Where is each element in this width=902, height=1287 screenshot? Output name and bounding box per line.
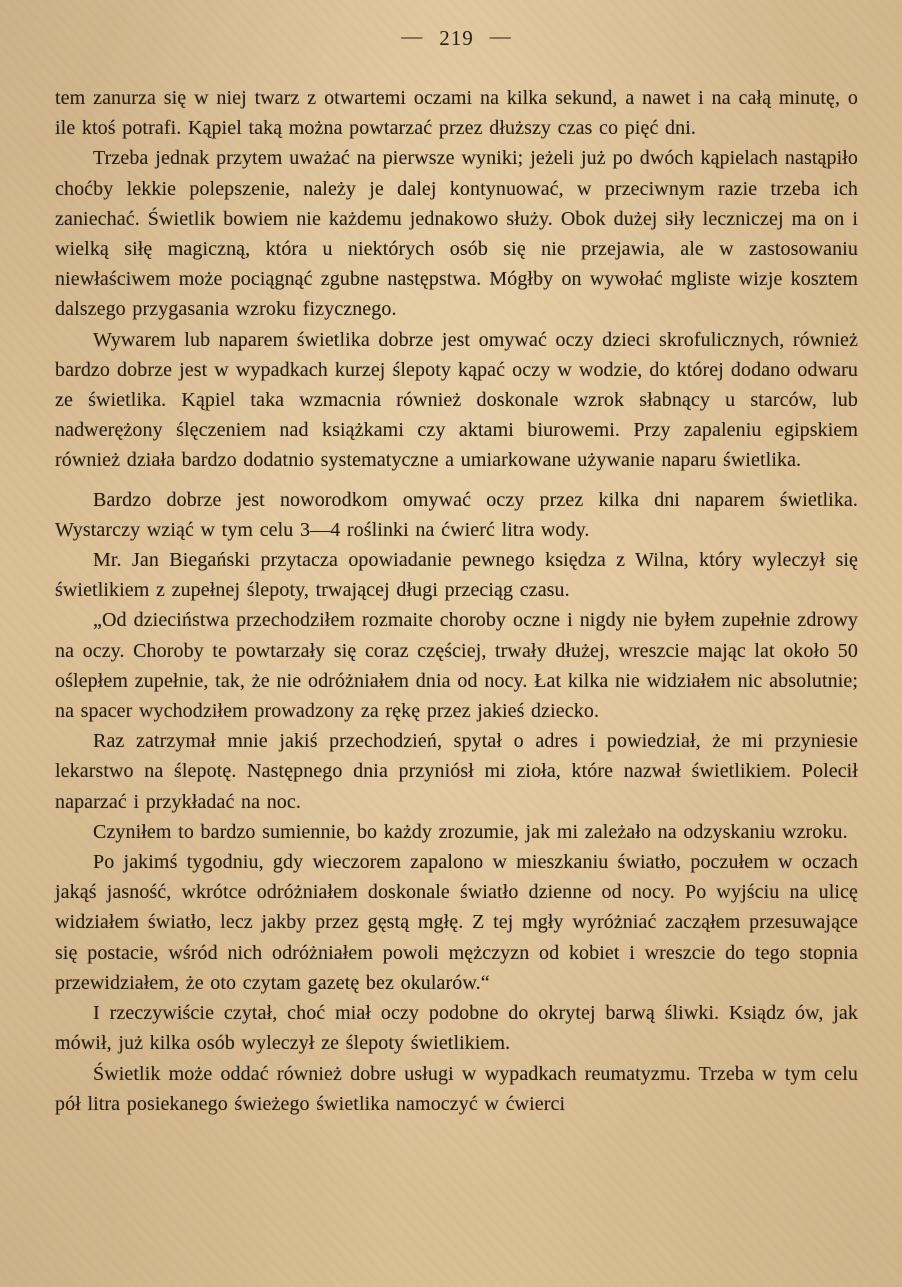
paragraph: Mr. Jan Biegański przytacza opowiadanie pewnego księdza z Wilna, który wyleczył się świetlikiem z zupełnej ślepoty, trwającej długi przeciąg czasu. <box>55 549 858 602</box>
page-body-text <box>55 83 858 1119</box>
paragraph-continuation: tem zanurza się w niej twarz z otwartemi oczami na kilka sekund, a nawet i na całą minutę, o ile ktoś potrafi. Kąpiel taką można powtarzać przez dłuższy czas co pięć dni. <box>55 87 858 140</box>
paragraph-quote: Po jakimś tygodniu, gdy wieczorem zapalono w mieszkaniu światło, poczułem w oczach jakąś jasność, wkrótce odróżniałem doskonale światło dzienne od nocy. Po wyjściu na ulicę widziałem światło, lecz jakby przez gęstą mgłę. Z tej mgły wyróżniać zacząłem przesuwające się postacie, wśród nich odróżniałem powoli mężczyzn od kobiet i wreszcie do tego stopnia przewidziałem, że oto czytam gazetę bez okularów.“ <box>55 851 858 994</box>
paragraph: I rzeczywiście czytał, choć miał oczy podobne do okrytej barwą śliwki. Ksiądz ów, jak mówił, już kilka osób wyleczył ze ślepoty świetlikiem. <box>55 1002 858 1055</box>
paragraph-quote: Czyniłem to bardzo sumiennie, bo każdy zrozumie, jak mi zależało na odzyskaniu wzroku. <box>93 820 848 843</box>
paragraph: Trzeba jednak przytem uważać na pierwsze wyniki; jeżeli już po dwóch kąpielach nastąpiło choćby lekkie polepszenie, należy je dalej kontynuować, w przeciwnym razie trzeba ich zaniechać. Świetlik bowiem nie każdemu jednakowo służy. Obok dużej siły leczniczej ma on i wielką siłę magiczną, która u niektórych osób się nie przejawia, ale w zastosowaniu niewłaściwem może pociągnąć zgubne następstwa. Mógłby on wywołać mgliste wizje kosztem dalszego przygasania wzroku fizycznego. <box>55 147 858 321</box>
paragraph-quote: „Od dzieciństwa przechodziłem rozmaite choroby oczne i nigdy nie byłem zupełnie zdrowy na oczy. Choroby te powtarzały się coraz częściej, trwały dłużej, wreszcie mając lat około 50 oślepłem zupełnie, tak, że nie odróżniałem dnia od nocy. Łat kilka nie widziałem nic absolutnie; na spacer wychodziłem prowadzony za rękę przez jakieś dziecko. <box>55 609 858 723</box>
paragraph: Świetlik może oddać również dobre usługi w wypadkach reumatyzmu. Trzeba w tym celu pół litra posiekanego świeżego świetlika namoczyć w ćwierci <box>55 1062 858 1115</box>
header-dash-left: — <box>401 24 424 48</box>
header-dash-right: — <box>489 24 512 48</box>
paragraph-quote: Raz zatrzymał mnie jakiś przechodzień, spytał o adres i powiedział, że mi przyniesie lekarstwo na ślepotę. Następnego dnia przyniósł mi zioła, które nazwał świetlikiem. Polecił naparzać i przykładać na noc. <box>55 730 858 813</box>
page-header <box>55 26 858 51</box>
paragraph: Bardzo dobrze jest noworodkom omywać oczy przez kilka dni naparem świetlika. Wystarczy wziąć w tym celu 3—4 roślinki na ćwierć litra wody. <box>55 488 858 541</box>
page-number: 219 <box>439 26 474 50</box>
paragraph: Wywarem lub naparem świetlika dobrze jest omywać oczy dzieci skrofulicznych, również bardzo dobrze jest w wypadkach kurzej ślepoty kąpać oczy w wodzie, do której dodano odwaru ze świetlika. Kąpiel taka wzmacnia również doskonale wzrok słabnący u starców, lub nadwerężony ślęczeniem nad książkami czy aktami biurowemi. Przy zapaleniu egipskiem również działa bardzo dodatnio systematyczne a umiarkowane używanie naparu świetlika. <box>55 328 858 472</box>
